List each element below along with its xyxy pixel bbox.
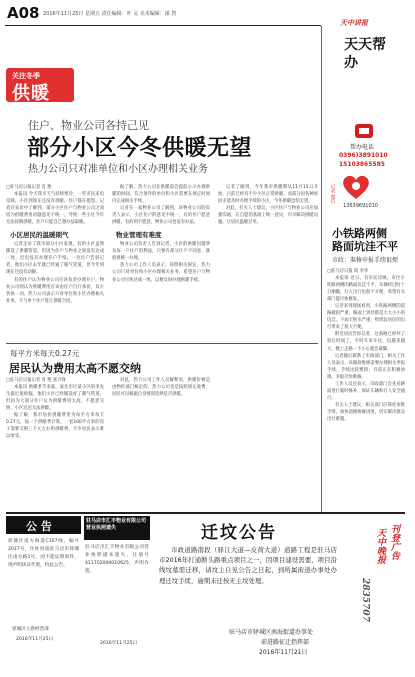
main-para-a: 本报讯 今天我市天气持续寒冷，一些市民来电反映，小区到现在还没有供暖，住户都在抱怨。记者在采访中了解到，部分小区住户与物业公司之间因为供暖费用问题意见不统一，导致一些小区今年无法按期供暖，住户只能自己想办法取暖。	[6, 192, 104, 226]
main-para-c: 有的住户认为物业公司应该负责办理开户，物业公司则认为供暖费用应该由住户自行承担，双方各执一词，热力公司表示只对单位和小区办理相关业务，不与单个住户签订供暖合同。	[6, 277, 104, 304]
notice-2-date: 2016年11月25日	[100, 641, 138, 646]
notice-1-title: 公 告	[26, 520, 52, 533]
right-headline-1: 小铁路两侧	[332, 227, 387, 240]
vertical-ad-text-2: 天中晚报	[375, 528, 385, 564]
main-subhead-b: 物业管理有难度	[116, 231, 162, 240]
second-para-c: 对此，热力公司工作人员解释说，供暖价格是由物价部门核定的，热力公司也是按照规定收费，居民可以根据自身情况选择是否供暖。	[112, 378, 210, 398]
main-headline: 部分小区今冬供暖无望	[27, 136, 253, 161]
second-para-blank	[218, 377, 318, 384]
second-headline: 居民认为费用太高不愿交纳	[9, 362, 141, 375]
right-byline: □驻马店日报 周 李华	[327, 269, 369, 274]
column-badge-main: 供暖	[12, 83, 50, 104]
main-para-d2	[218, 226, 318, 233]
migration-sign-2: 前进路征迁指挥部	[261, 639, 310, 646]
second-para-a: 本报讯 供暖季节来临，家住市区某小区的李先生最近很烦恼，他们小区已经铺设好了暖气管道，但因为大部分住户认为供暖费用太高，不愿意交纳，小区迟迟无法供暖。	[6, 385, 104, 412]
right-body	[327, 268, 405, 512]
main-para-d: 据了解，热力公司在供暖前会提前公示办理供暖的时间，符合条件的单位和小区需要在规定时间内完成相关手续。	[112, 185, 210, 205]
notice-2-title: 驻马店市汇丰物业有限公司营业执照遗失	[84, 516, 150, 540]
right-para-f: 有关人士建议，相关部门应简化审批手续，加快道路维修进度，切实解决群众出行难题。	[327, 402, 405, 422]
migration-date: 2016年11月21日	[259, 649, 308, 656]
vertical-ad	[358, 518, 406, 668]
second-body-col2	[112, 377, 210, 503]
right-column-rule	[321, 26, 322, 512]
second-para-b: 据了解，我市居民供暖费用为每平方米每天0.27元，按一个供暖季计算，一套100平方米的房子需要交纳三千元左右的供暖费，不少居民表示难以承受。	[6, 413, 104, 440]
main-para-g: 热力公司工作人员表示，按照相关规定，热力公司只对单位和小区办理相关业务，希望住户与物业公司尽快达成一致，以便及时办理供暖手续。	[112, 263, 210, 283]
notice-2	[84, 516, 150, 666]
migration-title: 迁坟公告	[201, 523, 277, 543]
migration-notice	[155, 514, 355, 669]
reporter-wechat-label: 记者 微信	[330, 184, 335, 204]
contact-box	[323, 122, 405, 217]
second-body-col3	[218, 377, 318, 503]
main-para-e: 记者在一家物业公司了解到，该物业公司的负责人表示，小区住户的意见不统一，有的住户愿意供暖，有的则不愿意，物业公司也没有办法。	[112, 206, 210, 226]
main-subhead-a: 小区居民的温暖期气	[10, 231, 69, 240]
phone-number-2: 15103865585	[339, 161, 385, 168]
right-para-c: 附近居民告诉记者，这条路已经坏了很长时间了，平时车来车往，坑越来越大，晚上走路一不小心就会崴脚。	[327, 332, 405, 352]
right-subhead: 市政：准修申报手续很烦	[332, 257, 399, 264]
phone-icon	[353, 122, 375, 140]
notice-1	[6, 516, 81, 666]
right-para-b: 记者来到现场看到，小铁路两侧的道路破损严重，路面上到处都是大大小小的坑洼，下雨天积水严重，给周边居民的出行带来了很大不便。	[327, 304, 405, 331]
second-body-col1	[6, 377, 104, 503]
main-kicker: 住户、物业公司各持己见	[28, 119, 149, 132]
notice-2-body: 驻马店市汇丰物业有限公司营业执照副本遗失，注册号411702000010625，声明作废。	[85, 545, 149, 575]
main-para-f: 物业公司负责人告诉记者，小区的供暖问题涉及每一户住户的利益，只要有部分住户不同意，就很难统一办理。	[112, 242, 210, 262]
header-rule	[5, 25, 321, 26]
section-logo	[336, 4, 402, 84]
column-badge-top: 关注冬季	[12, 72, 40, 80]
notice-1-sign: 驿城区立新经营部	[12, 627, 49, 632]
vertical-ad-phone: 2835707	[360, 578, 370, 622]
main-body-col1	[6, 184, 104, 340]
notice-1-body: 驿城区南方路道C107线，编号2017号，住址河南驻马店市驿城区南方路1号，因不能证明原件，现声明该证作废，特此公告。	[8, 539, 79, 569]
date-line: 2016年11月25日 星期五 责任编辑：叶 灵 美术编辑：郁 智	[43, 11, 177, 17]
phone-label: 帮办电话	[350, 144, 375, 151]
second-story-rule	[6, 343, 318, 344]
migration-sign-1: 驻马店市驿城区南海街道办事处	[229, 629, 314, 636]
main-body-col2	[112, 184, 210, 340]
second-byline: □驻马店日报记者 肖 艳 张兴锋	[6, 378, 66, 383]
page-number: A08	[7, 4, 40, 22]
vertical-ad-text-1: 刊登广告	[389, 524, 399, 560]
heart-icon	[341, 174, 371, 200]
column-badge	[6, 68, 74, 102]
right-para-e: 工作人员还表示，市政部门会先对路面进行临时修补，保证车辆和行人安全通行。	[327, 381, 405, 401]
main-byline: □驻马店日报记者 肖 艳	[6, 185, 52, 190]
main-para-h: 记者了解到，今年我市供暖期从11月15日开始，目前已经有不少小区正常供暖，而部分因各种原因未能及时办理手续的小区，今冬供暖恐怕无望。	[218, 185, 318, 205]
notice-1-date: 2016年11月25日	[16, 637, 54, 642]
right-para-d: 记者随后联系了市政部门，相关工作人员表示，该路段维修需要办理相关申报手续，手续比较繁琐，目前正在积极协调，争取尽快维修。	[327, 353, 405, 380]
section-title: 天天帮办	[344, 37, 386, 71]
main-body-col3	[218, 184, 318, 340]
phone-number-1: 0396)3891010	[339, 152, 388, 159]
main-para-b: 记者走访了我市部分小区发现，有的小区虽然铺设了供暖管道，但因为住户与物业之间没有达成一致，迟迟没有办理开户手续。一位住户告诉记者，他们小区去年就已经通了暖气管道，但今年到现在还没有动静。	[6, 242, 104, 276]
reporter-wechat-id: 13639691010	[343, 203, 378, 209]
main-subhead: 热力公司只对准单位和小区办理相关业务	[28, 164, 208, 175]
right-headline-2: 路面坑洼不平	[332, 240, 398, 253]
migration-body: 市政道路南段（驿江大道—皮荷大道）道路工程是驻马店市2016年打通断头路重点项目之一，因项目建设需要，项目沿线坟墓需迁移，请坟主自见公告之日起，到所属街道办事处办理迁坟手续，逾期未迁按无主坟处理。	[159, 546, 337, 585]
right-para-a: 本报讯 近日，有市民反映，市区小铁路两侧的路面坑洼不平，车辆经过时十分颠簸，行人出行也很不方便，希望有关部门能尽快修复。	[327, 276, 405, 303]
main-para-i: 对此，有关人士建议，小区住户与物业公司应加强沟通，在自愿的基础上统一意见，尽早解决供暖问题，让居民温暖过冬。	[218, 206, 318, 226]
section-tag: 天中讲报	[340, 18, 368, 27]
second-kicker: 每平方米每天0.27元	[10, 349, 80, 358]
